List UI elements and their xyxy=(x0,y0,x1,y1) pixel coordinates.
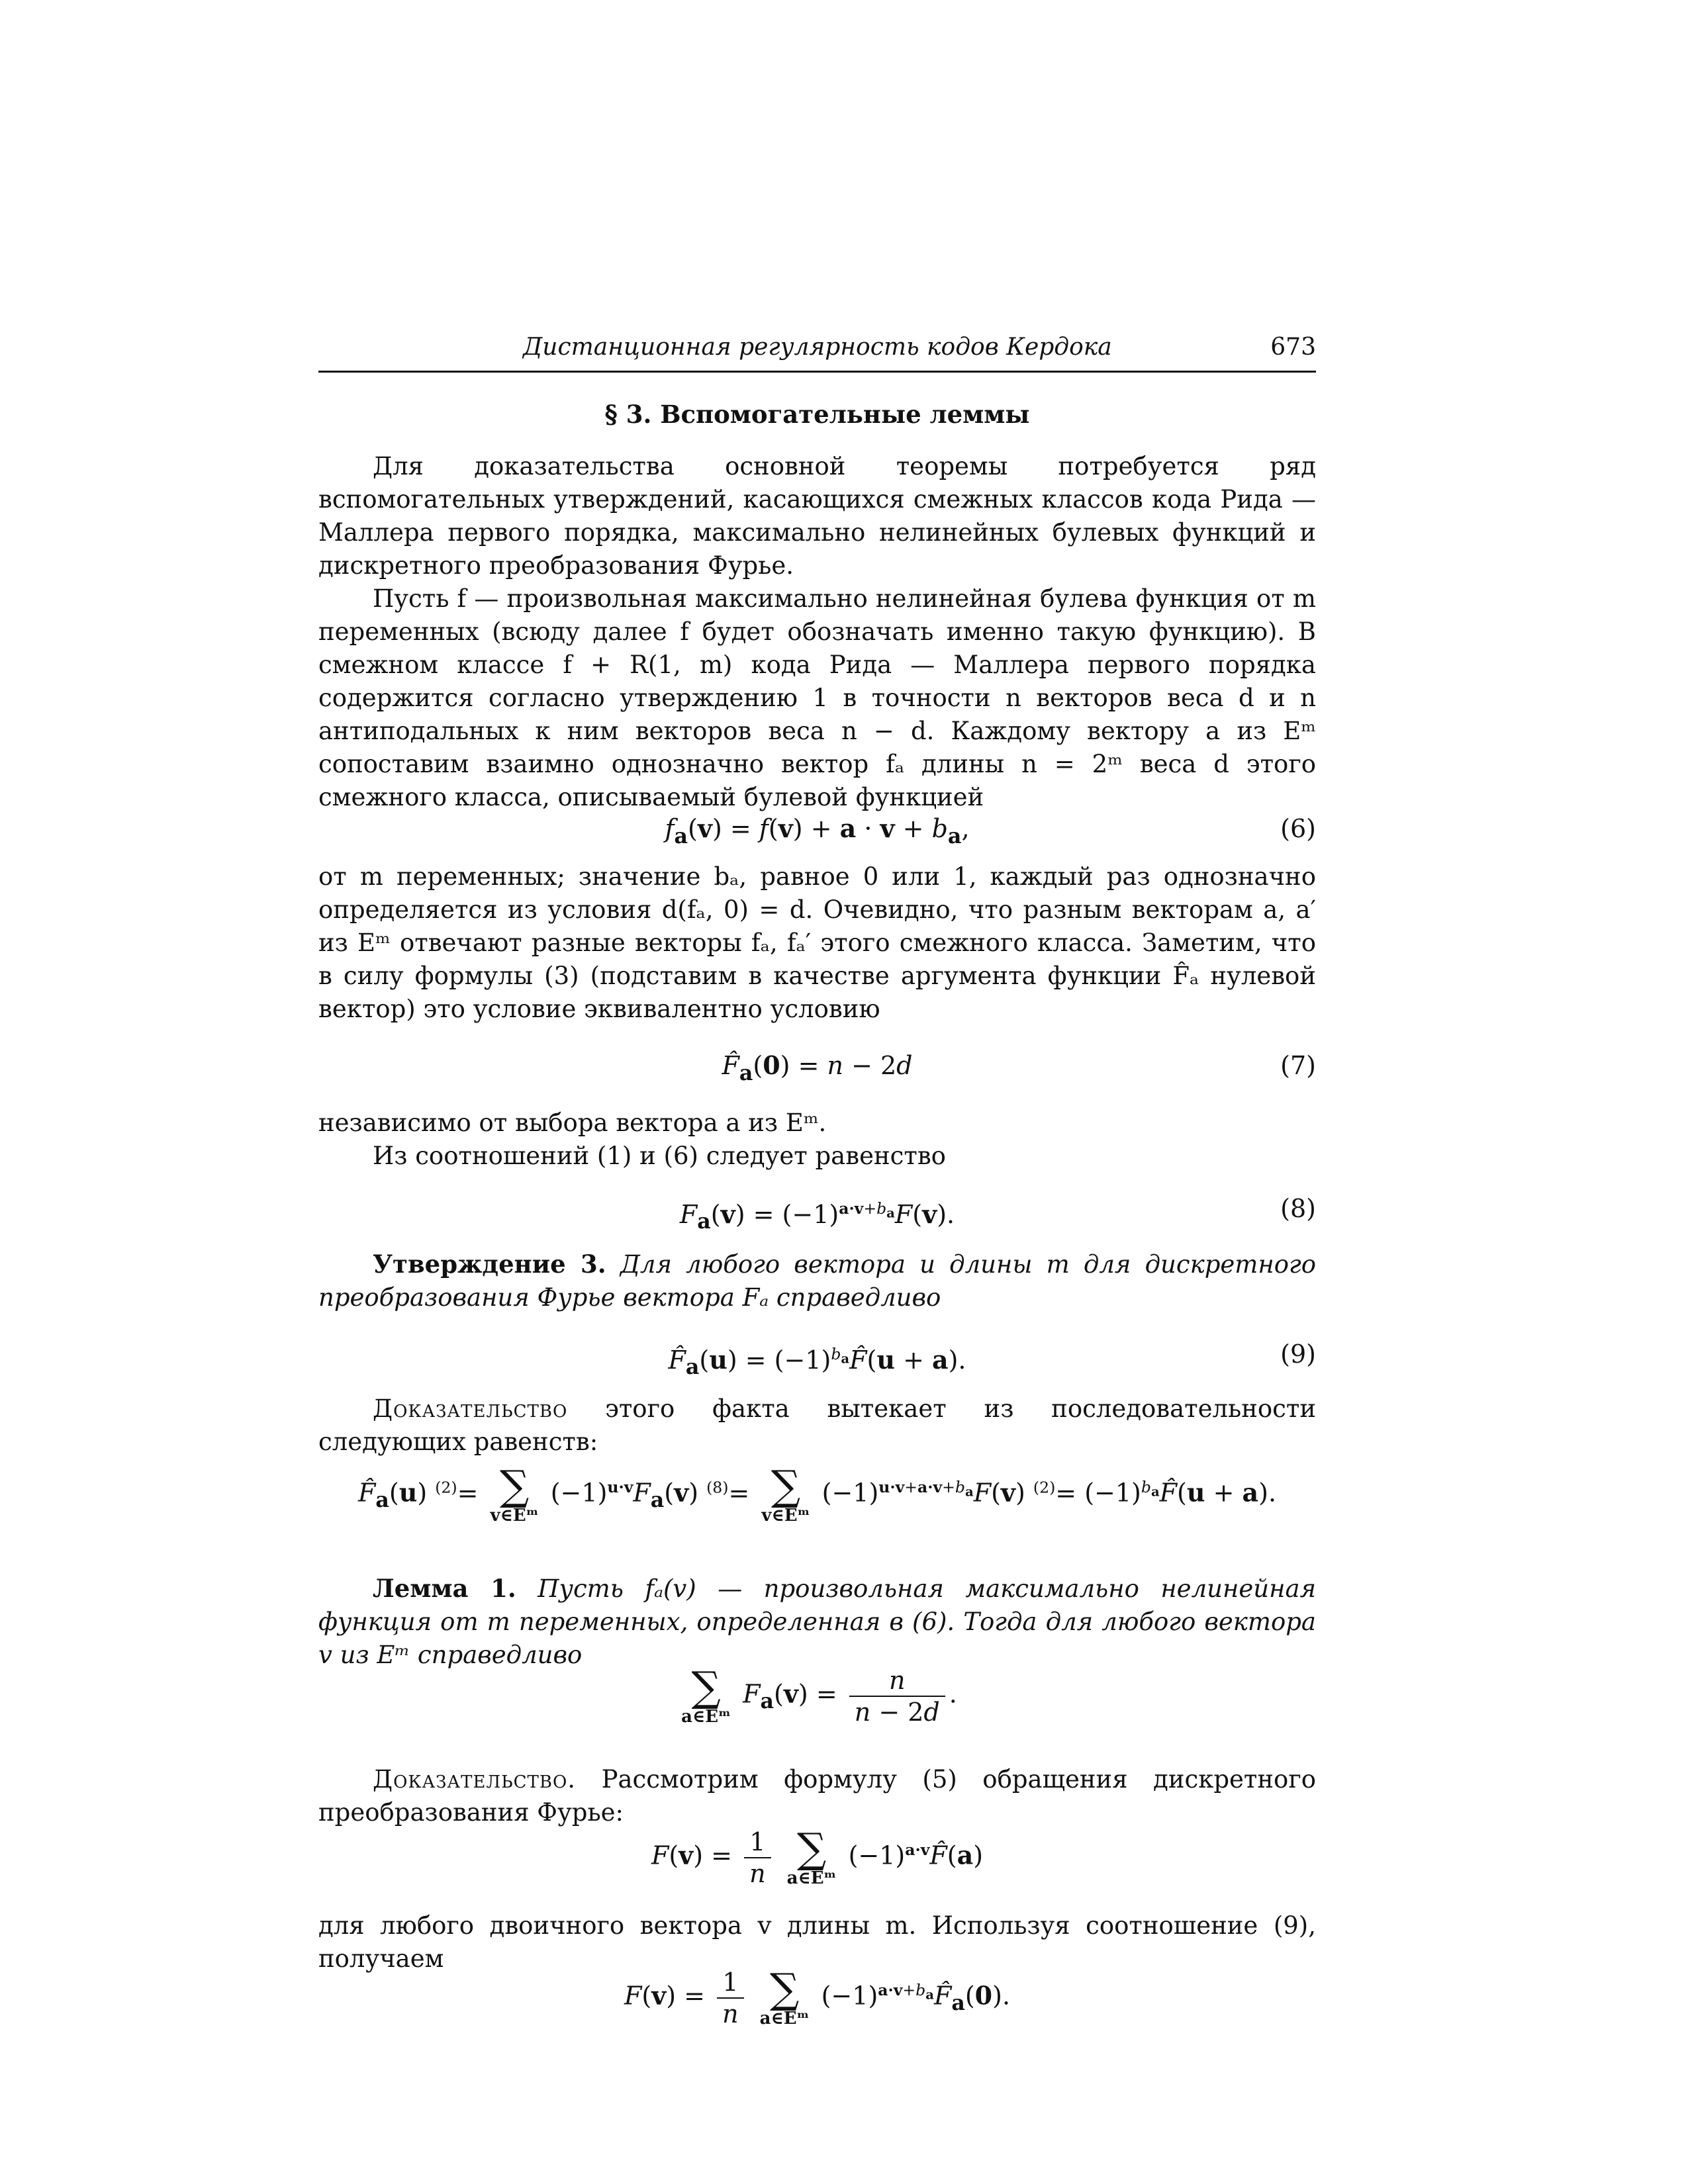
equation-number-6: (6) xyxy=(1280,814,1316,843)
paragraph-binary-vector: для любого двоичного вектора v длины m. Используя соотношение (9), получаем xyxy=(318,1911,1316,1973)
formula-6 xyxy=(318,809,1316,856)
page-number: 673 xyxy=(1270,334,1316,361)
formula-inverse-fourier: F(v) = $\frac{1}{n}$ ∑ a∈Eᵐ $(-1)^{a\cdot v}F̂(a)$ xyxy=(651,1824,984,1888)
formula-chain: $F̂_a(u)$ $^{(2)}$= ∑ v∈Eᵐ $(-1)^{u\cdot v}F_a(v)$ $^{(8)}$= ∑ v∈Eᵐ $(-1)^{u\cdot v+a\cdot v+b_a}F(v)$ $^{(2)}= (-1)^{b_a}F̂(u + a)$. xyxy=(357,1461,1277,1525)
formula-7 xyxy=(318,1046,1316,1093)
formula-8-body: $F_a(v) = (-1)^{a\cdot v+b_a}F(v)$. xyxy=(679,1199,955,1234)
formula-7-body: $F̂_a(0) = n - 2d$ xyxy=(722,1050,913,1085)
sum-over-a-2: ∑ a∈Eᵐ xyxy=(786,1824,837,1888)
equals-mark-2: $^{(8)}$= xyxy=(706,1477,750,1508)
fraction-1-over-n-1: $\frac{1}{n}$ xyxy=(744,1827,771,1889)
proof-lemma-label: Доказательство. xyxy=(373,1765,577,1794)
equation-number-9: (9) xyxy=(1280,1340,1316,1369)
sum-over-a-1: ∑ a∈Eᵐ xyxy=(681,1662,731,1727)
sum-over-v-2: ∑ v∈Eᵐ xyxy=(761,1461,810,1525)
statement-3 xyxy=(318,1248,1316,1314)
header-rule xyxy=(318,371,1316,373)
paragraph-intro: Для доказательства основной теоремы потребуется ряд вспомогательных утверждений, касающихся смежных классов кода Рида — Маллера первого порядка, максимально нелинейных булевых функций и дискретного преобразования Фурье. xyxy=(318,452,1316,580)
section-title: § 3. Вспомогательные леммы xyxy=(604,400,1030,429)
equation-number-7: (7) xyxy=(1280,1051,1316,1080)
statement-3-text: Для любого вектора u длины m для дискретного преобразования Фурье вектора Fₐ справедливо xyxy=(318,1250,1316,1312)
lemma-1-text: Пусть fₐ(v) — произвольная максимально нелинейная функция от m переменных, определенная в (6). Тогда для любого вектора v из Eᵐ справедливо xyxy=(318,1574,1316,1669)
formula-9-body: $F̂_a(u)$ = $(-1)^{b_a}F̂(u + a)$. xyxy=(668,1344,966,1380)
lemma-1 xyxy=(318,1572,1316,1672)
fraction-1-over-n-2: $\frac{1}{n}$ xyxy=(717,1967,743,2029)
paragraph-definitions: Пусть f — произвольная максимально нелинейная булева функция от m переменных (всюду далее f будет обозначать именно такую функцию). В смежном классе f + R(1, m) кода Рида — Маллера первого порядка содержится согласно утверждению 1 в точности n векторов веса d и n антиподальных к ним векторов веса n − d. Каждому вектору a из Eᵐ сопоставим взаимно однозначно вектор fₐ длины n = 2ᵐ веса d этого смежного класса, описываемый булевой функцией xyxy=(318,584,1316,811)
paragraph-independence: независимо от выбора вектора a из Eᵐ. xyxy=(318,1109,827,1137)
equals-mark-1: $^{(2)}$= xyxy=(435,1477,479,1508)
proof-text: этого факта вытекает из последовательности следующих равенств: xyxy=(318,1394,1316,1456)
paragraph-relations: Из соотношений (1) и (6) следует равенство xyxy=(373,1142,946,1170)
formula-final: F(v) = $\frac{1}{n}$ ∑ a∈Eᵐ $(-1)^{a\cdot v+b_a}F̂_a(0)$. xyxy=(624,1964,1011,2028)
proof-lemma-1 xyxy=(318,1763,1316,1829)
proof-lemma-text: Рассмотрим формулу (5) обращения дискретного преобразования Фурье: xyxy=(318,1765,1316,1827)
formula-6-body: $f_a(v) = f(v) + a \cdot v + b_a$, xyxy=(665,813,970,848)
paragraph-condition: от m переменных; значение bₐ, равное 0 или 1, каждый раз однозначно определяется из условия d(fₐ, 0) = d. Очевидно, что разным векторам a, a′ из Eᵐ отвечают разные векторы fₐ, fₐ′ этого смежного класса. Заметим, что в силу формулы (3) (подставим в качестве аргумента функции F̂ₐ нулевой вектор) это условие эквивалентно условию xyxy=(318,862,1316,1023)
lemma-1-label: Лемма 1. xyxy=(373,1574,516,1603)
proof-statement-3 xyxy=(318,1392,1316,1459)
sum-over-a-3: ∑ a∈Eᵐ xyxy=(759,1964,810,2028)
sum-over-v-1: ∑ v∈Eᵐ xyxy=(490,1461,539,1525)
equals-mark-3: $^{(2)}$= xyxy=(1033,1477,1077,1508)
running-title: Дистанционная регулярность кодов Кердока xyxy=(523,334,1112,361)
formula-lemma-1: ∑ a∈Eᵐ $F_a(v)$ = $\frac{n}{n - 2d}$ . xyxy=(681,1662,957,1727)
equation-number-8: (8) xyxy=(1280,1194,1316,1223)
proof-label: Доказательство xyxy=(373,1394,568,1423)
formula-9 xyxy=(318,1334,1316,1387)
fraction-n-over-n-2d: $\frac{n}{n - 2d}$ xyxy=(849,1665,945,1727)
statement-3-label: Утверждение 3. xyxy=(373,1250,606,1279)
formula-8 xyxy=(318,1189,1316,1242)
